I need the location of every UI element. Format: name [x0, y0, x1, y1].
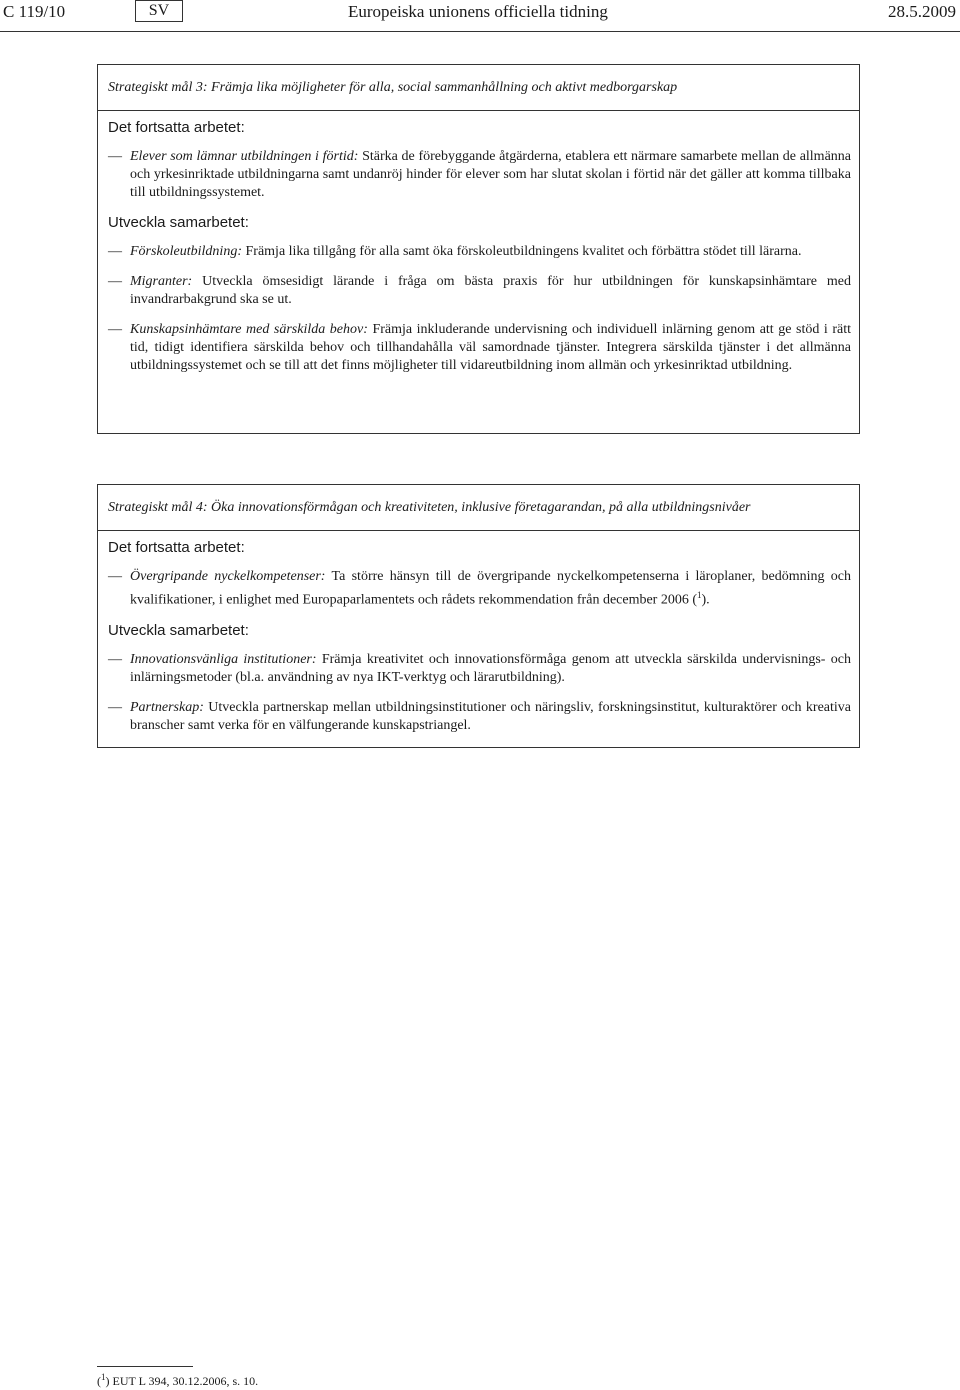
item-term: Förskoleutbildning: [130, 244, 242, 259]
item-text: Ta större hänsyn till de övergripande nyckelkompetenserna i läroplaner, bedömning och kvalifikationer, i enlighet med Europaparlamentets och rådets rekommendation från december 2006 ( [130, 569, 851, 608]
goal-3-continued-work-heading: Det fortsatta arbetet: [108, 119, 245, 136]
publication-date: 28.5.2009 [888, 2, 956, 21]
item-term: Elever som lämnar utbildningen i förtid: [130, 149, 359, 164]
dash-marker: — [108, 274, 122, 289]
goal-4-box [97, 484, 860, 748]
item-term: Innovationsvänliga institutioner: [130, 651, 317, 667]
item-text: Utveckla ömsesidigt lärande i fråga om bästa praxis för hur utbildningen för kunskapsinhämtare med invandrarbakgrund ska se ut. [130, 274, 851, 307]
list-item [108, 651, 851, 687]
dash-marker: — [108, 569, 122, 584]
item-text: Stärka de förebyggande åtgärderna, etablera ett närmare samarbete mellan de allmänna och yrkesinriktade utbildningarna samt undanröj hinder för elever som har slutat skolan i förtid när det gäller att komma tillbaka till utbildningssystemet. [130, 149, 851, 200]
item-text: Främja inkluderande undervisning och individuell inlärning genom att ge stöd i rätt tid, tidigt identifiera särskilda behov och tillhandahålla väl samordnade tjänster. Integrera särskilda tjänster i det allmänna utbildningssystemet och se till att det finns möjligheter till vidareutbildning inom allmän och yrkesinriktad utbildning. [130, 322, 851, 373]
goal-3-box [97, 64, 860, 434]
header-rule [0, 31, 960, 32]
list-item [108, 273, 851, 309]
item-term: Övergripande nyckelkompetenser: [130, 569, 326, 584]
footnote-rule [97, 1366, 193, 1367]
list-item [108, 321, 851, 375]
list-item [108, 699, 851, 735]
goal-4-continued-work-heading: Det fortsatta arbetet: [108, 539, 245, 556]
goal-3-cooperation-heading: Utveckla samarbetet: [108, 214, 249, 231]
list-item [108, 568, 851, 610]
page-reference: C 119/10 [3, 2, 66, 21]
dash-marker: — [108, 699, 122, 715]
footnote-paren-close: ) [105, 1374, 110, 1388]
journal-title: Europeiska unionens officiella tidning [348, 2, 608, 21]
dash-marker: — [108, 149, 122, 164]
item-term: Kunskapsinhämtare med särskilda behov: [130, 322, 368, 337]
footnote-number: 1 [101, 1372, 106, 1382]
item-text: Främja kreativitet och innovationsförmåga genom att utveckla särskilda undervisnings- och inlärningsmetoder (bl.a. användning av nya IKT-verktyg och lärarutbildning). [130, 651, 851, 685]
goal-3-title: Strategiskt mål 3: Främja lika möjligheter för alla, social sammanhållning och aktivt medborgarskap [98, 65, 859, 111]
item-text: Främja lika tillgång för alla samt öka förskoleutbildningens kvalitet och förbättra stödet till lärarna. [242, 244, 802, 259]
dash-marker: — [108, 244, 122, 259]
item-text-end: ). [701, 592, 710, 608]
footnote-text: EUT L 394, 30.12.2006, s. 10. [109, 1374, 259, 1388]
item-text: Utveckla partnerskap mellan utbildningsinstitutioner och näringsliv, forskningsinstitut, kulturaktörer och kreativa branscher samt verka för en välfungerande kunskapstriangel. [130, 699, 851, 733]
list-item [108, 243, 851, 261]
footnote [97, 1372, 258, 1389]
goal-4-title: Strategiskt mål 4: Öka innovationsförmågan och kreativiteten, inklusive företagarandan, på alla utbildningsnivåer [98, 485, 859, 531]
page-header [0, 0, 960, 34]
list-item [108, 148, 851, 202]
item-term: Migranter: [130, 274, 193, 289]
language-badge: SV [135, 0, 183, 22]
footnote-paren-open: ( [97, 1374, 101, 1388]
goal-4-cooperation-heading: Utveckla samarbetet: [108, 621, 249, 639]
dash-marker: — [108, 322, 122, 337]
item-term: Partnerskap: [130, 699, 204, 715]
footnote-reference[interactable]: 1 [697, 590, 702, 600]
dash-marker: — [108, 651, 122, 667]
